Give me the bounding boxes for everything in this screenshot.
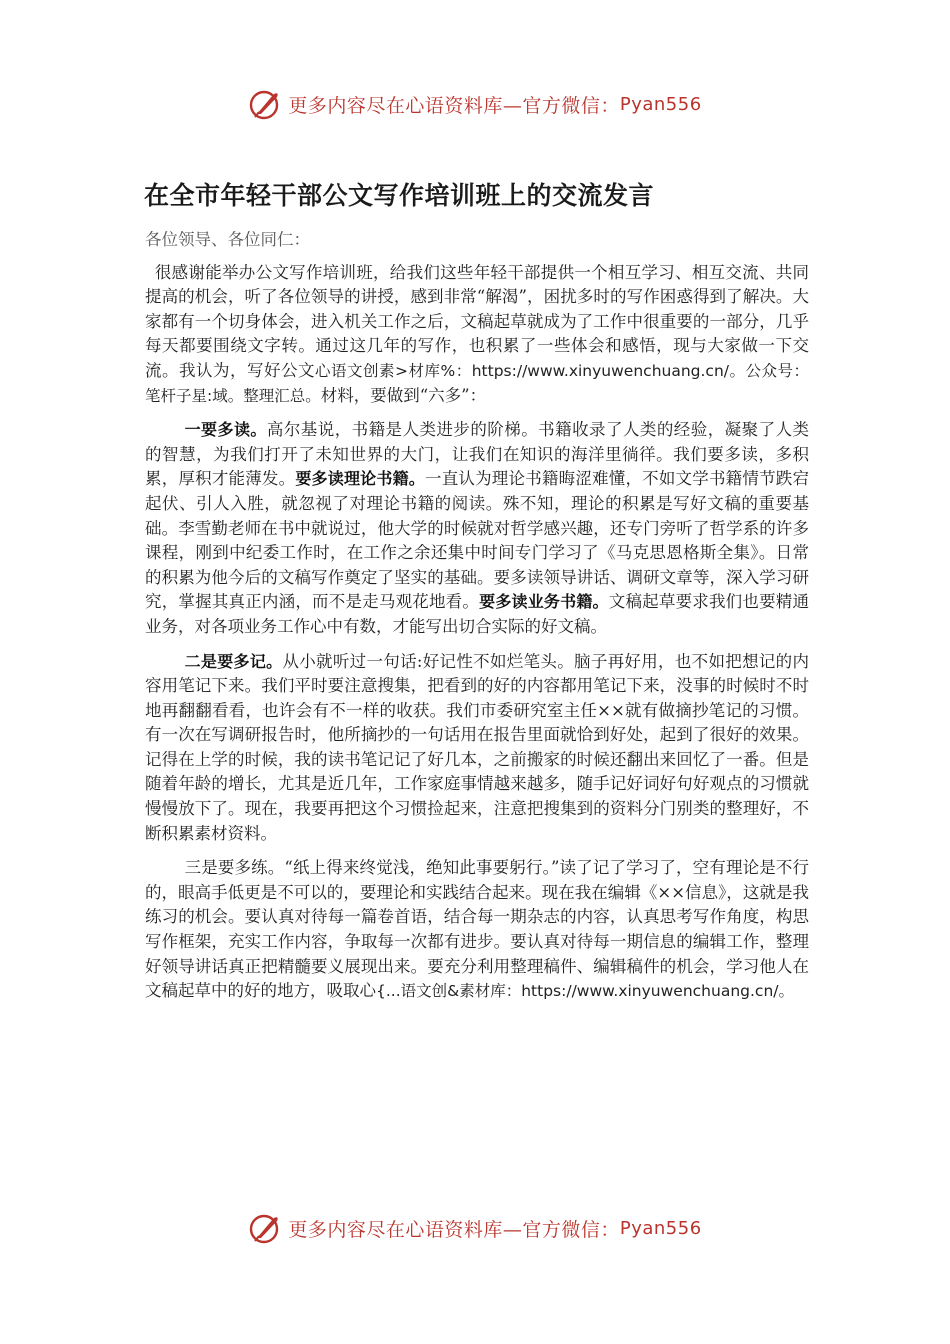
bold-theory-books: 要多读理论书籍。 [295,469,425,489]
section-read-text-2: 一直认为理论书籍晦涩难懂，不如文学书籍情节跌宕起伏、引人入胜，就忽视了对理论书籍的阅读。殊不知，理论的积累是写好文稿的重要基础。李雪勤老师在书中就说过，他大学的时候就对哲学感兴趣，还专门旁听了哲学系的许多课程，刚到中纪委工作时，在工作之余还集中时间专门学习了《马克思恩格斯全集》。日常的积累为他今后的文稿写作奠定了坚实的基础。要多读领导讲话、调研文章等，深入学习研究，掌握其真正内涵，而不是走马观花地看。 [145,469,809,612]
quill-logo-icon [248,87,282,121]
intro-paragraph [145,261,809,409]
intro-tail: 材料，要做到“六多”： [320,385,487,405]
source-notice: 心语文创素>材库%：https://www.xinyuwenchuang.cn/。公众号：笔杆子星:域。整理汇总。 [145,361,809,405]
section-practice [145,856,809,1004]
section-practice-text: 三是要多练。“纸上得来终觉浅，绝知此事要躬行。”读了记了学习了，空有理论是不行的，眼高手低更是不可以的，要理论和实践结合起来。现在我在编辑《××信息》，这就是我练习的机会。要认真对待每一篇卷首语，结合每一期杂志的内容，认真思考写作角度，构思写作框架，充实工作内容，争取每一次都有进步。要认真对待每一期信息的编辑工作，整理好领导讲话真正把精髓要义展现出来。要充分利用整理稿件、编辑稿件的机会，学习他人在文稿起草中的好的地方，吸取心 [145,858,809,1001]
salutation: 各位领导、各位同仁： [145,230,310,249]
bold-business-books: 要多读业务书籍。 [479,592,609,612]
section-note [145,650,809,847]
quill-logo-icon [248,1211,282,1245]
document-body [145,228,809,1014]
source-notice-2: {...语文创&素材库：https://www.xinyuwenchuang.cn/。 [376,982,794,1001]
section-read-text-3: 文稿起草要求我们也要精通业务，对各项业务工作心中有数，才能写出切合实际的好文稿。 [145,592,810,636]
intro-text: 很感谢能举办公文写作培训班，给我们这些年轻干部提供一个相互学习、相互交流、共同提高的机会，听了各位领导的讲授，感到非常“解渴”，困扰多时的写作困惑得到了解决。大家都有一个切身体会，进入机关工作之后，文稿起草就成为了工作中很重要的一部分，几乎每天都要围绕文字转。通过这几年的写作，也积累了一些体会和感悟，现与大家做一下交流。我认为，写好公文 [145,262,809,380]
section-note-text: 从小就听过一句话:好记性不如烂笔头。脑子再好用，也不如把想记的内容用笔记下来。我们平时要注意搜集，把看到的好的内容都用笔记下来，没事的时候时不时地再翻翻看看，也许会有不一样的收获。我们市委研究室主任××就有做摘抄笔记的习惯。有一次在写调研报告时，他所摘抄的一句话用在报告里面就恰到好处，起到了很好的效果。记得在上学的时候，我的读书笔记记了好几本，之前搬家的时候还翻出来回忆了一番。但是随着年龄的增长，尤其是近几年，工作家庭事情越来越多，随手记好词好句好观点的习惯就慢慢放下了。现在，我要再把这个习惯捡起来，注意把搜集到的资料分门别类的整理好，不断积累素材资料。 [145,651,809,843]
section-heading-read: 一要多读。 [184,420,267,440]
section-heading-note: 二是要多记。 [184,651,283,671]
page-title: 在全市年轻干部公文写作培训班上的交流发言 [144,181,655,210]
wechat-id: Pyan556 [619,1217,702,1239]
section-read [145,418,809,639]
section-read-text-1: 高尔基说，书籍是人类进步的阶梯。书籍收录了人类的经验，凝聚了人类的智慧，为我们打开了未知世界的大门，让我们在知识的海洋里徜徉。我们要多读，多积累，厚积才能薄发。 [145,420,809,489]
watermark-banner-top [0,84,950,124]
watermark-text: 更多内容尽在心语资料库—官方微信： [288,1218,620,1241]
wechat-id: Pyan556 [619,93,702,115]
watermark-banner-bottom [0,1208,950,1248]
watermark-text: 更多内容尽在心语资料库—官方微信： [288,94,620,117]
